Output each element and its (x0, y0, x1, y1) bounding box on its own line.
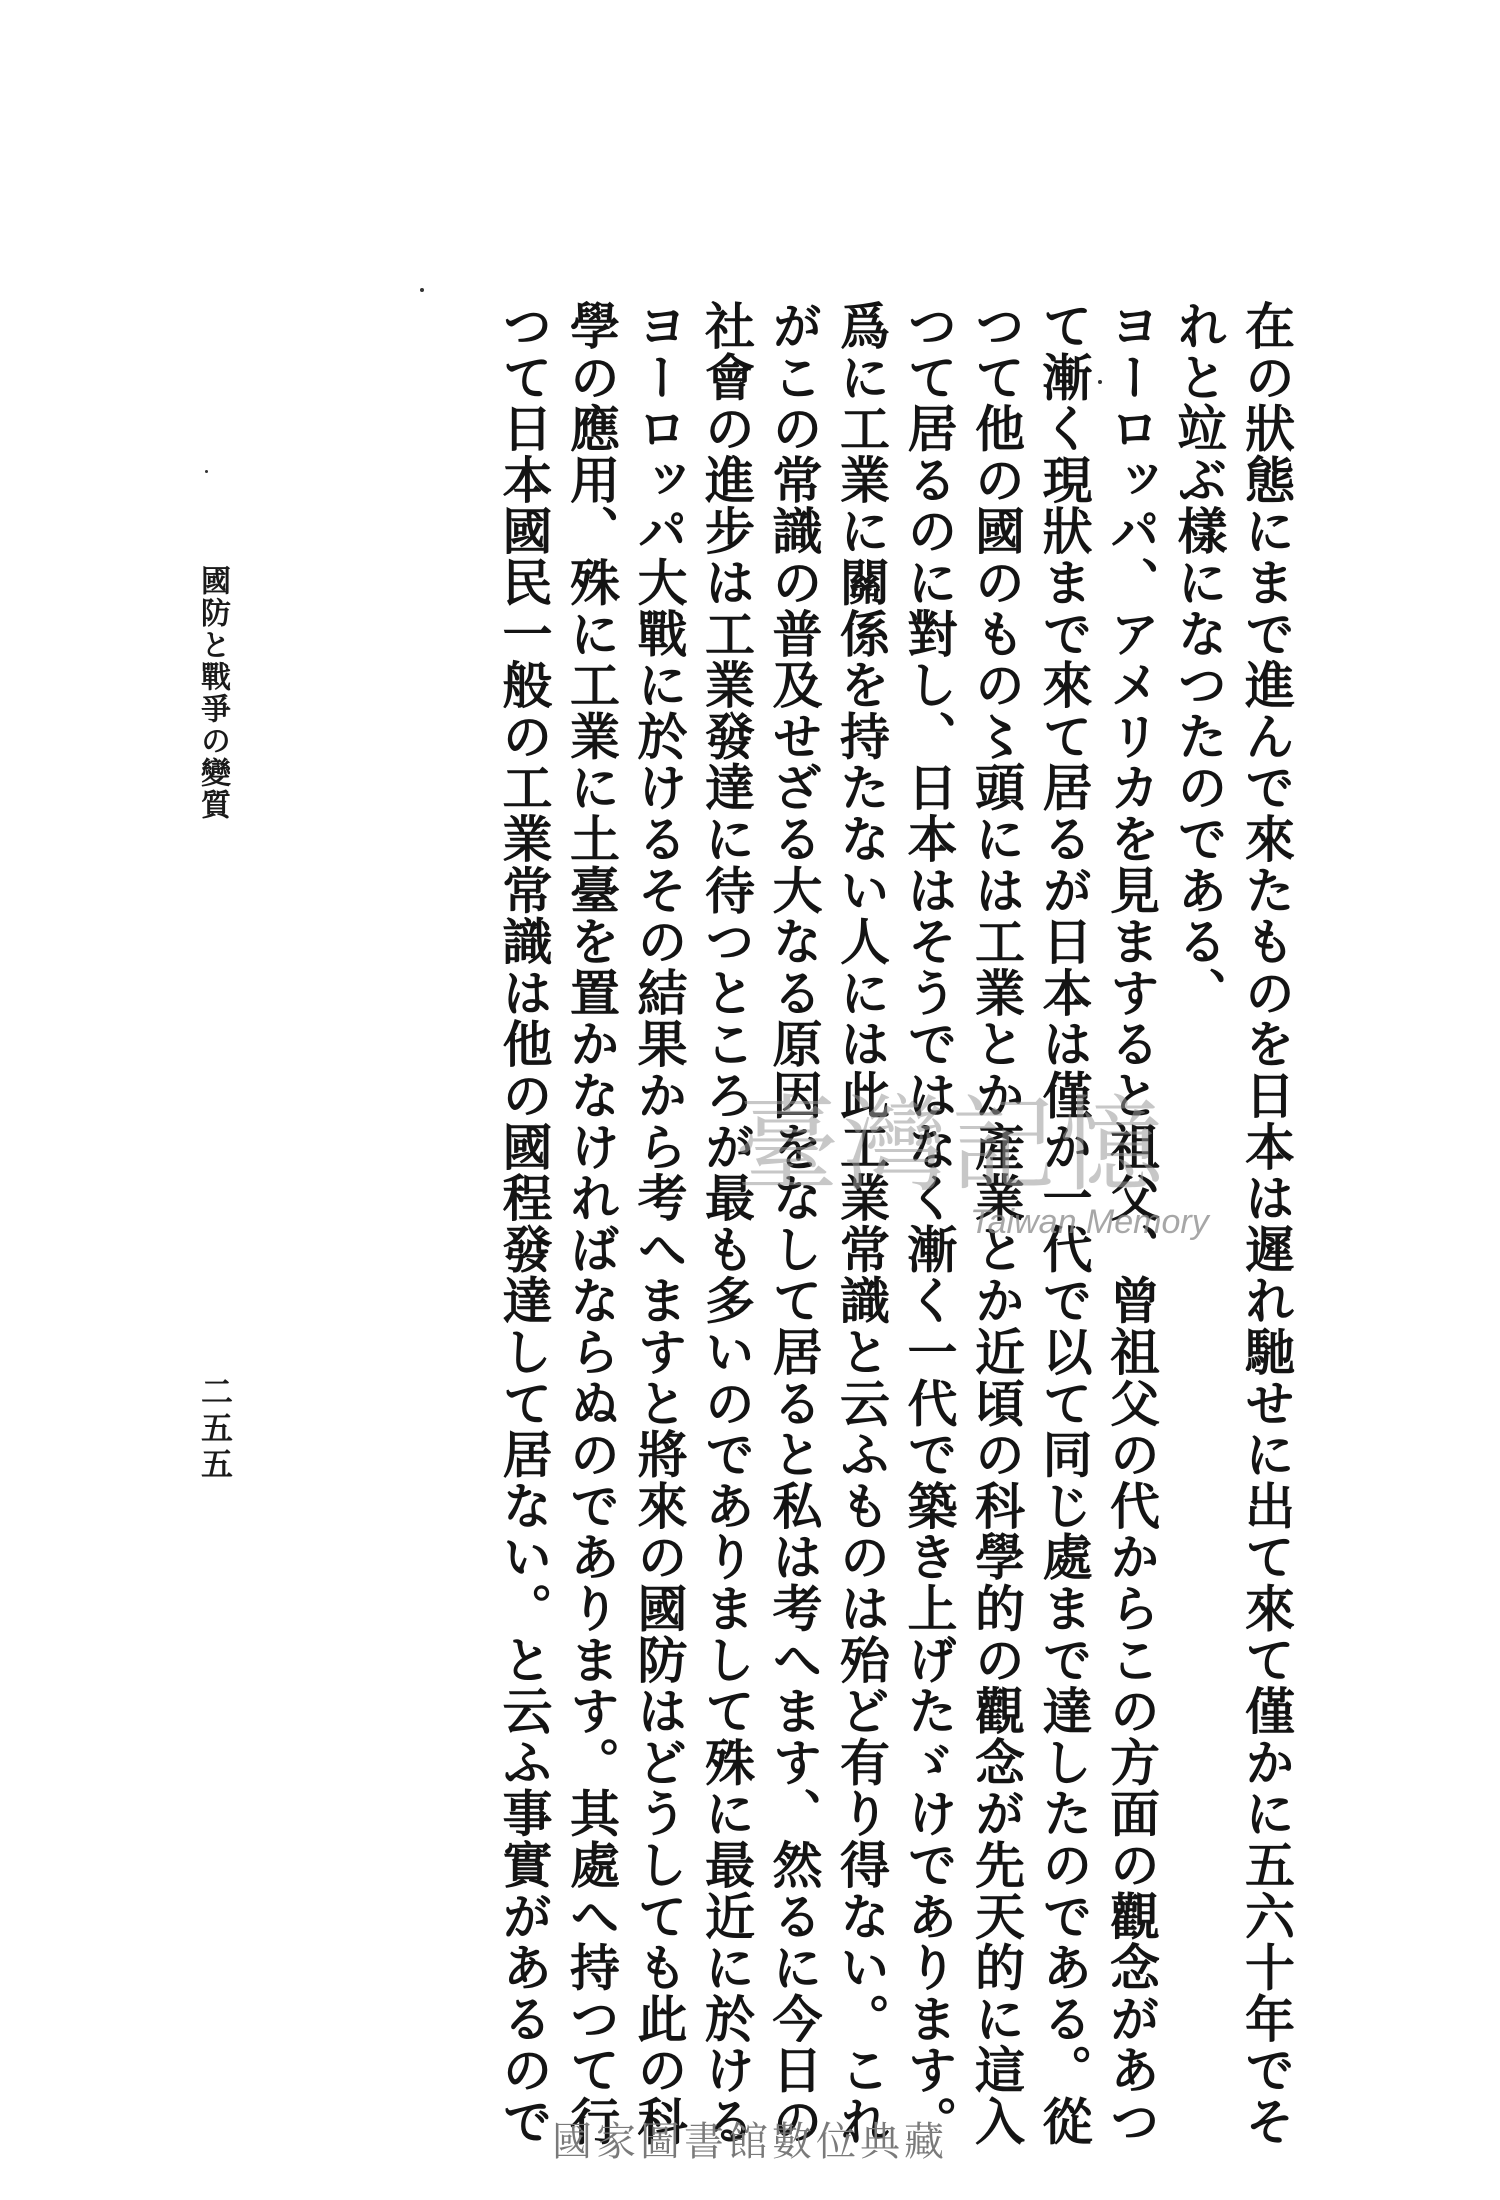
text-column-9: 社會の進步は工業發達に待つところが最も多いのでありまして殊に最近に於ける (697, 300, 756, 2147)
watermark-subtitle: Taiwan Memory (970, 1203, 1209, 1241)
text-column-7: 爲に工業に關係を持たない人には此工業常識と云ふものは殆ど有り得ない。これ (832, 300, 891, 2147)
text-column-4: て漸く現狀まで來て居るが日本は僅か一代で以て同じ處まで達したのである。從 (1034, 300, 1094, 2147)
footer-credit: 國家圖書館數位典藏 (552, 2119, 948, 2165)
text-column-10: ヨーロッパ大戰に於けるその結果から考へますと將來の國防はどうしても此の科 (629, 300, 689, 2147)
scan-speck (205, 470, 208, 473)
running-head: 國防と戰爭の變質 (195, 565, 230, 821)
text-column-5: つて他の國のもの〻頭には工業とか產業とか近頃の科學的の觀念が先天的に這入 (967, 300, 1026, 2147)
text-column-12: つて日本國民一般の工業常識は他の國程發達して居ない。と云ふ事實があるので (494, 300, 554, 2147)
watermark-title: 臺灣記憶 (735, 1084, 1168, 1206)
scan-speck (420, 288, 424, 292)
text-column-3: ヨーロッパ、アメリカを見ますると祖父、曾祖父の代からこの方面の觀念があつ (1102, 300, 1161, 2147)
scan-speck (1098, 380, 1102, 384)
text-column-1: 在の狀態にまで進んで來たものを日本は遲れ馳せに出て來て僅かに五六十年でそ (1237, 300, 1296, 2147)
text-column-2: れと竝ぶ樣になつたのである、 (1169, 300, 1229, 1019)
text-column-8: がこの常識の普及せざる大なる原因をなして居ると私は考へます、然るに今日の (764, 300, 824, 2147)
text-column-6: つて居るのに對し、日本はそうではなく漸く一代で築き上げたゞけであります。 (899, 300, 959, 2147)
page-number: 二五五 (196, 1375, 234, 1483)
text-column-11: 學の應用、殊に工業に土臺を置かなければならぬのであります。其處へ持つて行 (562, 300, 621, 2147)
